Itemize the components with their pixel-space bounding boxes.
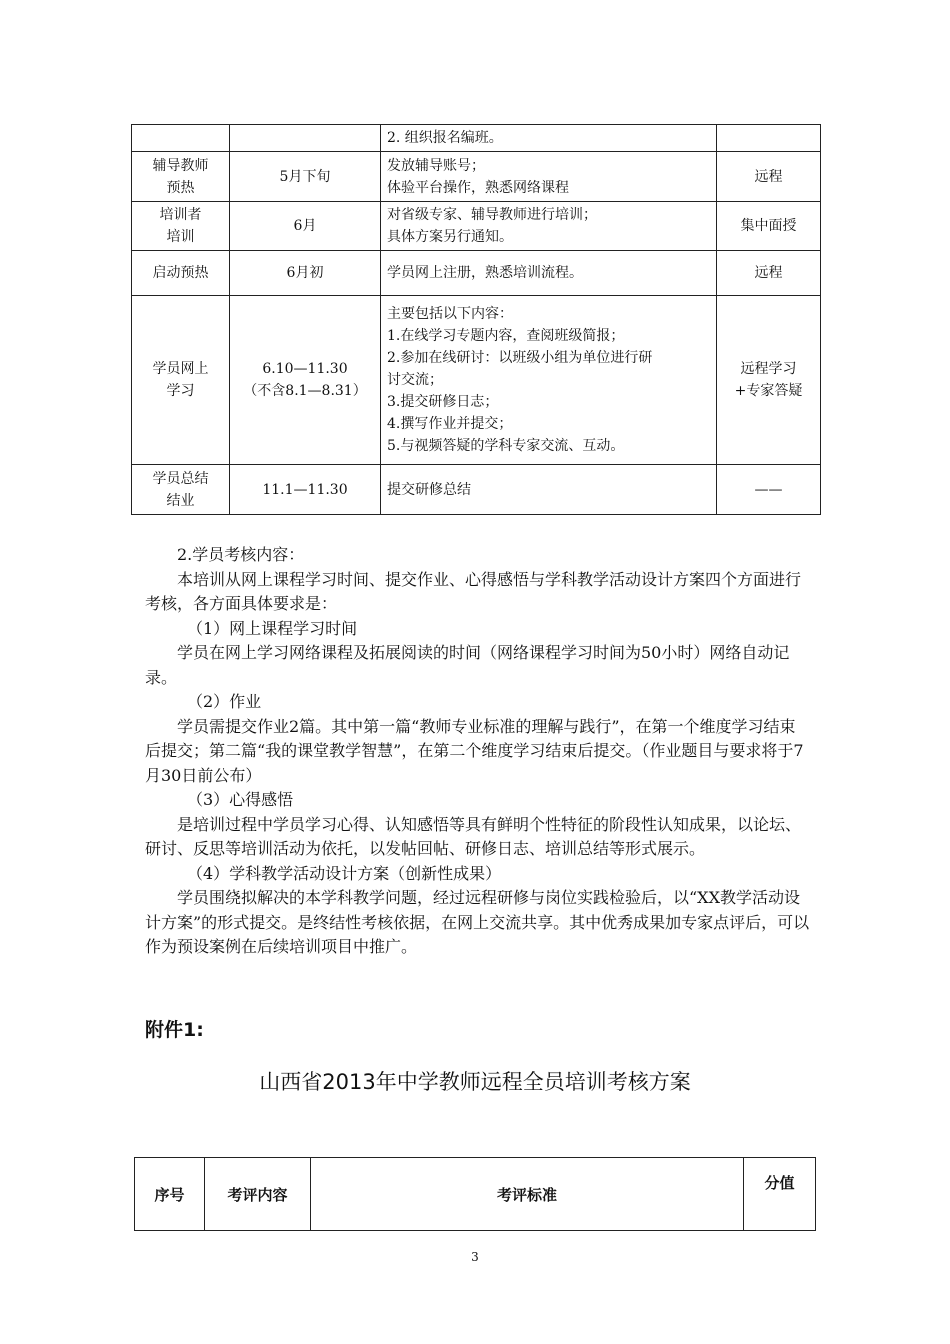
schedule-row xyxy=(132,152,821,202)
schedule-row xyxy=(132,465,821,515)
content-cell-line: 对省级专家、辅导教师进行培训； xyxy=(387,207,597,223)
time-cell xyxy=(230,152,381,202)
time-cell-line: 6月初 xyxy=(286,265,324,281)
time-cell-line: 11.1—11.30 xyxy=(262,481,348,498)
item3-text: 是培训过程中学员学习心得、认知感悟等具有鲜明个性特征的阶段性认知成果，以论坛、研讨、反思等培训活动为依托，以发帖回帖、研修日志、培训总结等形式展示。 xyxy=(145,814,802,858)
time-cell xyxy=(230,202,381,251)
mode-cell-line: —— xyxy=(754,481,783,498)
content-cell-line: 提交研修总结 xyxy=(387,481,471,498)
stage-cell-line: 学员网上 xyxy=(152,361,209,377)
content-cell xyxy=(381,465,717,515)
header-serial: 序号 xyxy=(135,1158,205,1231)
mode-cell-line: 远程学习 xyxy=(740,361,797,377)
content-cell-line: 5.与视频答疑的学科专家交流、互动。 xyxy=(387,438,625,454)
stage-cell-line: 结业 xyxy=(166,492,195,509)
item1-title: （1）网上课程学习时间 xyxy=(187,618,358,638)
content-cell-line: 体验平台操作，熟悉网络课程 xyxy=(387,179,569,196)
time-cell-line: （不含8.1—8.31） xyxy=(243,383,367,399)
header-criteria: 考评标准 xyxy=(311,1158,744,1231)
page-number: 3 xyxy=(471,1250,479,1264)
header-content: 考评内容 xyxy=(205,1158,311,1231)
time-cell-line: 6.10—11.30 xyxy=(262,361,348,377)
stage-cell-line: 培训者 xyxy=(159,207,202,223)
assessment-content-section xyxy=(145,543,810,960)
content-cell xyxy=(381,296,717,465)
stage-cell-line: 辅导教师 xyxy=(152,157,209,174)
schedule-row xyxy=(132,125,821,152)
content-cell-line: 1.在线学习专题内容，查阅班级简报； xyxy=(387,328,625,344)
content-cell-line: 4.撰写作业并提交； xyxy=(387,416,513,432)
stage-cell-line: 培训 xyxy=(166,229,195,245)
content-cell xyxy=(381,125,717,152)
mode-cell xyxy=(717,296,821,465)
section-title: 2.学员考核内容： xyxy=(177,545,305,564)
content-cell-line: 主要包括以下内容： xyxy=(387,306,513,322)
mode-cell xyxy=(717,125,821,152)
stage-cell-line: 预热 xyxy=(166,179,195,196)
content-cell xyxy=(381,251,717,296)
stage-cell-line: 学员总结 xyxy=(152,470,209,487)
schedule-row xyxy=(132,251,821,296)
header-score: 分值 xyxy=(744,1158,816,1231)
mode-cell-line: 远程 xyxy=(754,168,783,185)
assessment-table xyxy=(134,1157,816,1231)
stage-cell xyxy=(132,296,230,465)
time-cell xyxy=(230,296,381,465)
content-cell-line: 3.提交研修日志； xyxy=(387,394,499,410)
content-cell-line: 发放辅导账号； xyxy=(387,157,485,174)
mode-cell-line: 集中面授 xyxy=(740,218,797,234)
mode-cell xyxy=(717,152,821,202)
item2-title: （2）作业 xyxy=(187,692,262,711)
stage-cell xyxy=(132,152,230,202)
stage-cell xyxy=(132,251,230,296)
content-cell-line: 具体方案另行通知。 xyxy=(387,229,513,245)
stage-cell-line: 启动预热 xyxy=(152,265,209,281)
time-cell-line: 6月 xyxy=(293,218,317,234)
document-title: 山西省2013年中学教师远程全员培训考核方案 xyxy=(259,1070,691,1094)
content-cell xyxy=(381,202,717,251)
time-cell xyxy=(230,465,381,515)
content-cell-line: 2.参加在线研讨：以班级小组为单位进行研 xyxy=(387,350,653,366)
stage-cell-line: 学习 xyxy=(166,383,195,399)
time-cell xyxy=(230,125,381,152)
training-schedule-table xyxy=(131,124,821,515)
content-cell-line: 讨交流； xyxy=(387,372,443,388)
time-cell xyxy=(230,251,381,296)
stage-cell xyxy=(132,202,230,251)
mode-cell xyxy=(717,465,821,515)
mode-cell-line: +专家答疑 xyxy=(734,383,803,399)
stage-cell xyxy=(132,465,230,515)
content-cell-line: 学员网上注册，熟悉培训流程。 xyxy=(387,265,583,281)
schedule-row xyxy=(132,202,821,251)
attachment-label: 附件1: xyxy=(145,1019,204,1041)
mode-cell xyxy=(717,202,821,251)
schedule-row xyxy=(132,296,821,465)
time-cell-line: 5月下旬 xyxy=(279,168,331,185)
content-cell xyxy=(381,152,717,202)
stage-cell xyxy=(132,125,230,152)
intro-paragraph: 本培训从网上课程学习时间、提交作业、心得感悟与学科教学活动设计方案四个方面进行考核，各方面具体要求是： xyxy=(145,569,802,613)
schedule-table-body xyxy=(132,125,821,515)
item4-text: 学员围绕拟解决的本学科教学问题，经过远程研修与岗位实践检验后，以“XX教学活动设计方案”的形式提交。是终结性考核依据，在网上交流共享。其中优秀成果加专家点评后，可以作为预设案例在后续培训项目中推广。 xyxy=(145,888,810,956)
mode-cell xyxy=(717,251,821,296)
item2-text: 学员需提交作业2篇。其中第一篇“教师专业标准的理解与践行”，在第一个维度学习结束后提交；第二篇“我的课堂教学智慧”，在第二个维度学习结束后提交。（作业题目与要求将于7月30日前公布） xyxy=(145,716,804,785)
item3-title: （3）心得感悟 xyxy=(187,790,294,809)
mode-cell-line: 远程 xyxy=(754,265,783,281)
content-cell-line: 2. 组织报名编班。 xyxy=(387,130,503,146)
assessment-header-row xyxy=(135,1158,816,1231)
item1-text: 学员在网上学习网络课程及拓展阅读的时间（网络课程学习时间为50小时）网络自动记录。 xyxy=(145,643,790,687)
item4-title: （4）学科教学活动设计方案（创新性成果） xyxy=(187,863,502,883)
